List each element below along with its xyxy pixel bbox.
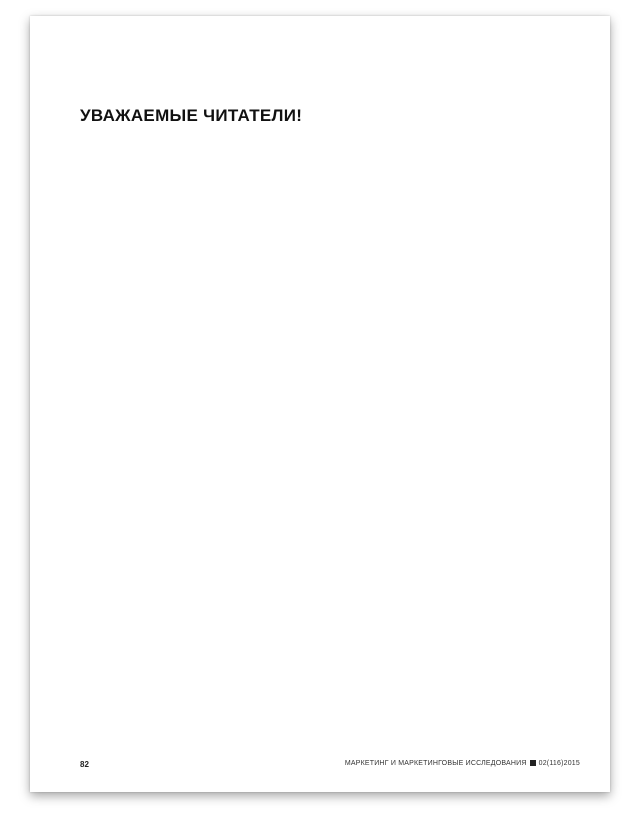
article-title: УВАЖАЕМЫЕ ЧИТАТЕЛИ! (80, 106, 303, 125)
running-footer (330, 760, 580, 767)
page (30, 16, 610, 792)
issue-number: 02(116)2015 (538, 760, 580, 767)
page-number: 82 (80, 760, 89, 769)
journal-title: МАРКЕТИНГ И МАРКЕТИНГОВЫЕ ИССЛЕДОВАНИЯ (344, 760, 527, 767)
square-bullet-icon (530, 760, 536, 766)
